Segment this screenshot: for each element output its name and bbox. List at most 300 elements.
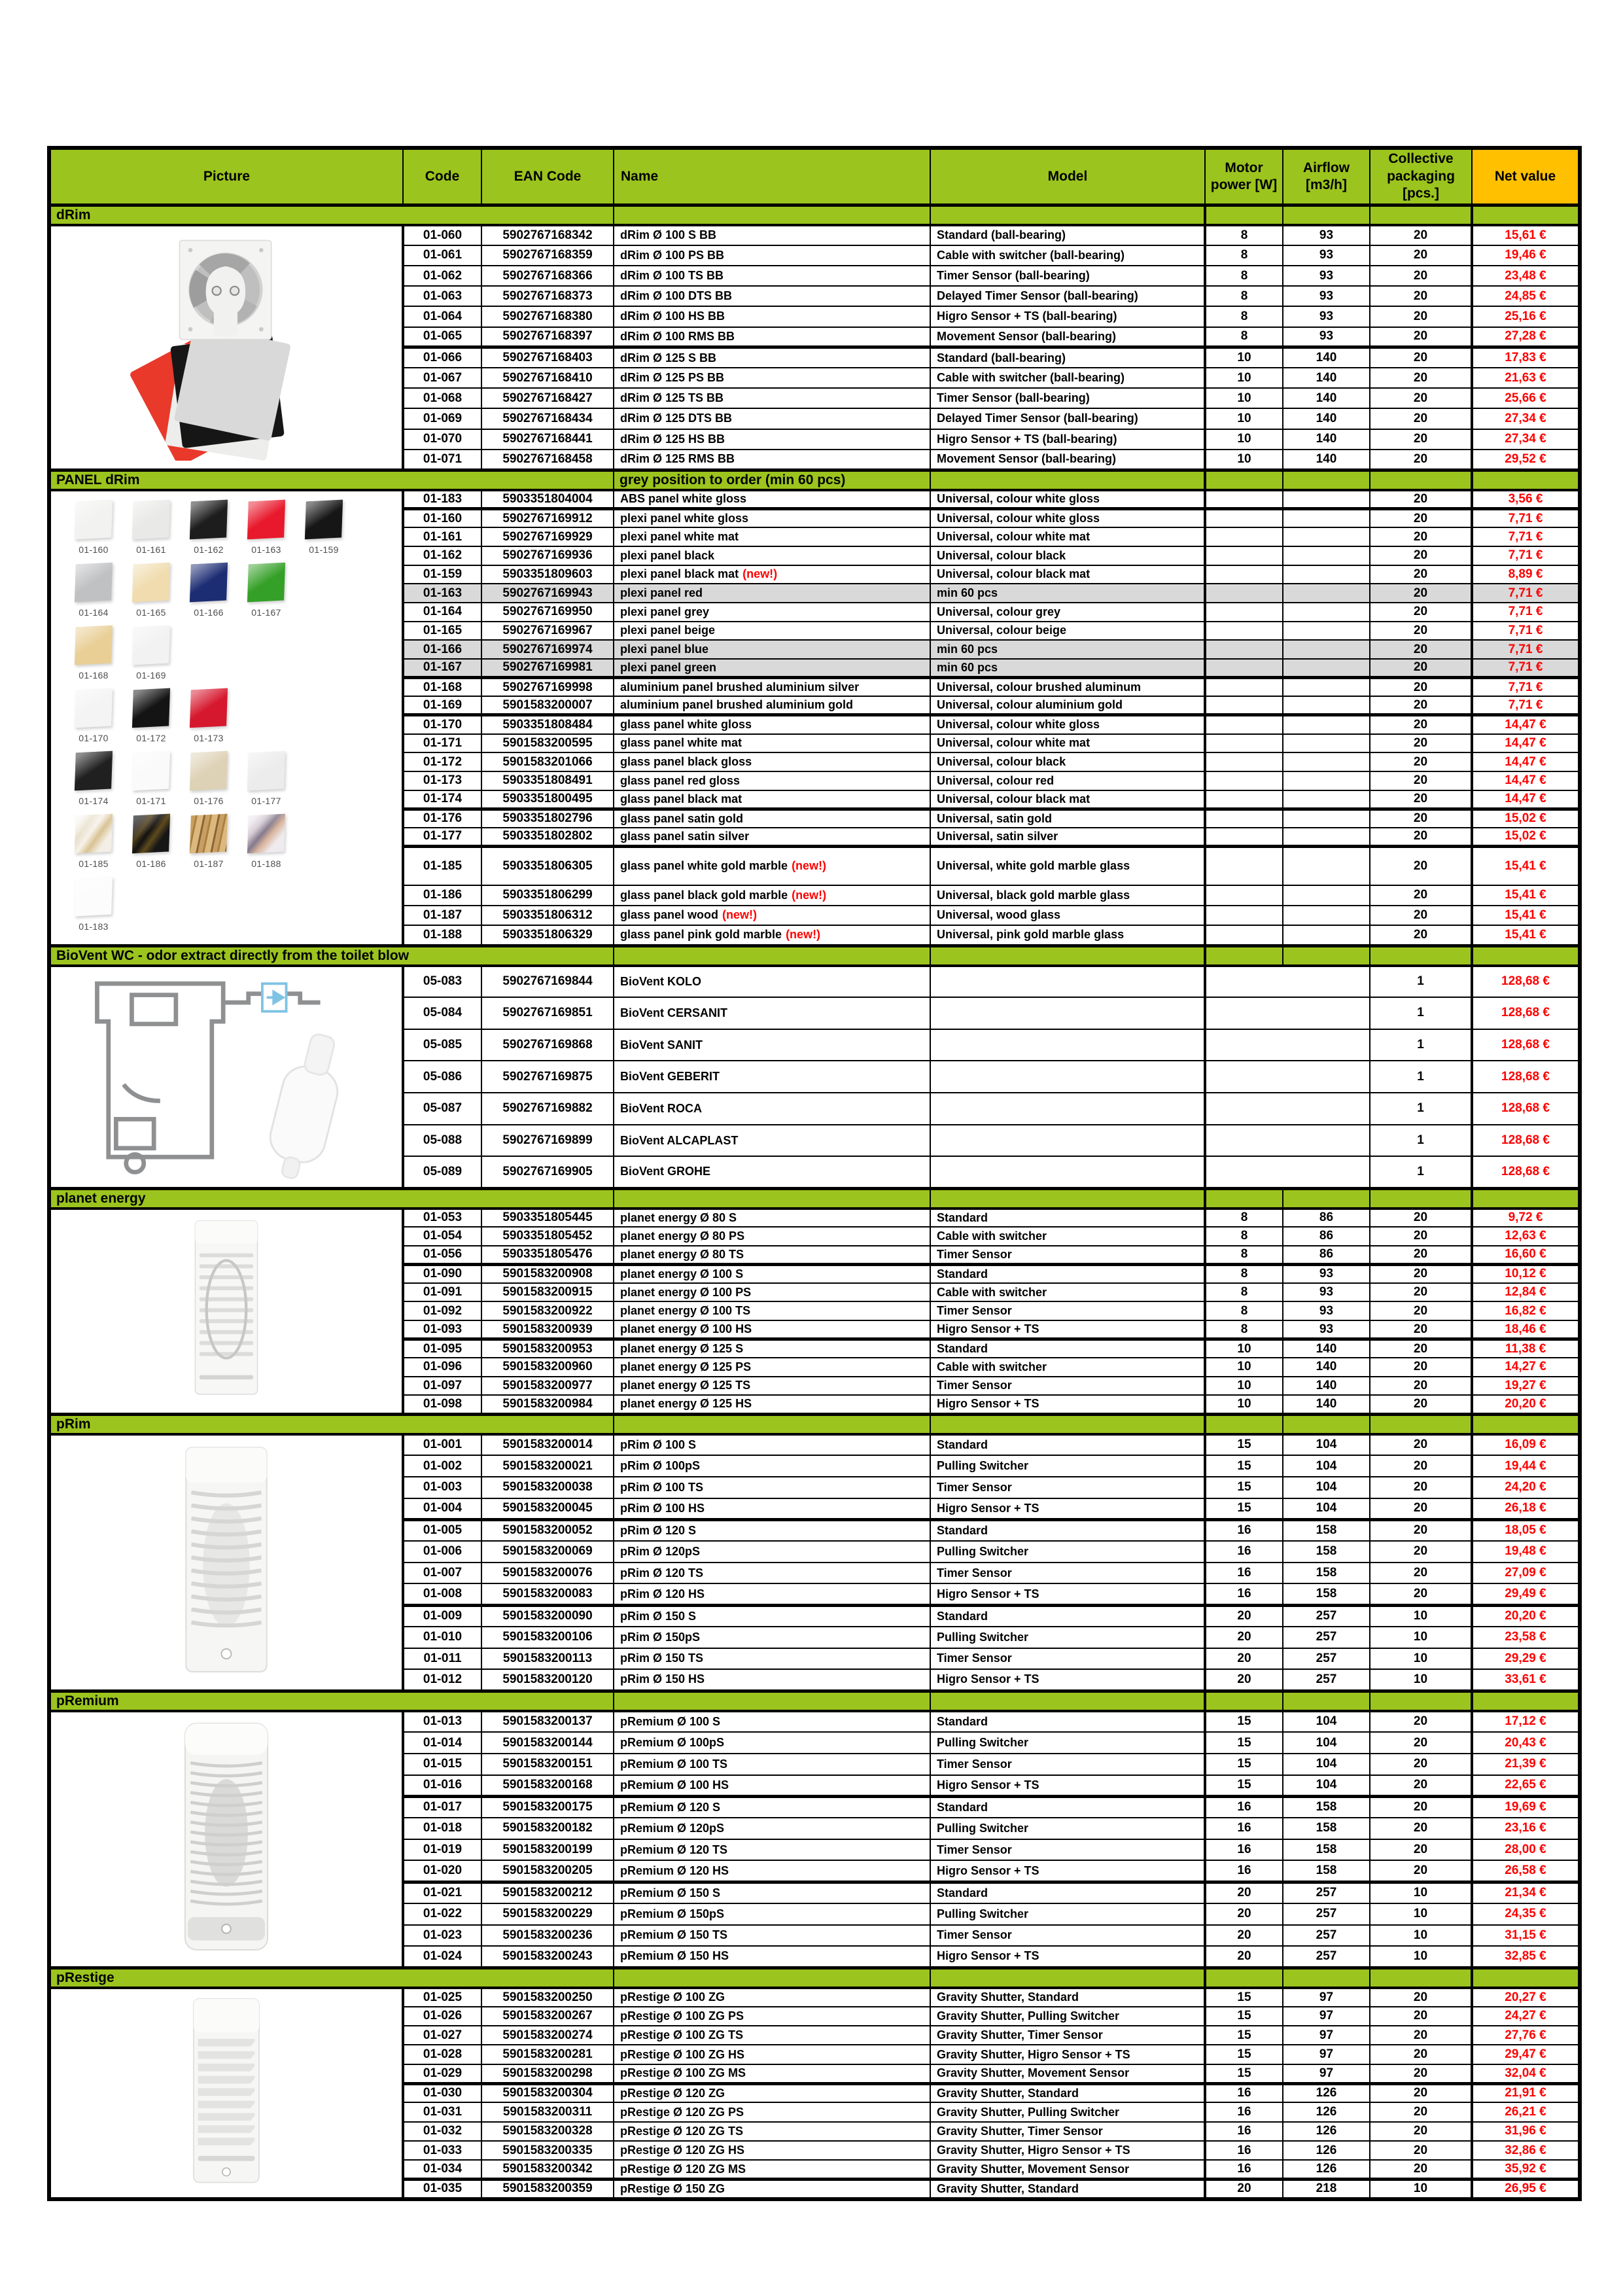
cell-name — [614, 1796, 930, 1818]
cell-airflow: 257 — [1283, 1648, 1370, 1670]
cell-model: Standard — [930, 1264, 1205, 1283]
section-title-drim: dRim — [49, 205, 614, 225]
cell-code: 01-098 — [403, 1395, 481, 1414]
cell-model: Pulling Switcher — [930, 1732, 1205, 1754]
cell-motor-power: 8 — [1205, 225, 1283, 245]
cell-motor-power: 15 — [1205, 1754, 1283, 1775]
panel-swatch-01-170 — [75, 688, 113, 728]
cell-motor-power — [1205, 565, 1283, 584]
swatch-label: 01-165 — [136, 607, 166, 618]
product-name: pRemium Ø 100 HS — [620, 1778, 729, 1792]
swatch-label: 01-168 — [79, 669, 109, 680]
cell-name — [614, 2045, 930, 2064]
cell-airflow: 126 — [1283, 2102, 1370, 2121]
swatch-item — [128, 752, 174, 806]
new-badge: (new!) — [742, 567, 778, 581]
drim-product-photo-cell — [49, 225, 403, 470]
cell-packaging: 20 — [1370, 1455, 1472, 1477]
cell-net-value: 7,71 € — [1472, 584, 1580, 603]
cell-packaging: 20 — [1370, 1301, 1472, 1320]
cell-packaging: 10 — [1370, 1946, 1472, 1968]
cell-airflow: 86 — [1283, 1246, 1370, 1265]
cell-code: 01-159 — [403, 565, 481, 584]
cell-packaging: 20 — [1370, 388, 1472, 408]
section-note — [614, 205, 930, 225]
swatch-group — [54, 815, 399, 869]
cell-ean: 5902767168458 — [481, 450, 614, 470]
cell-model: Timer Sensor (ball-bearing) — [930, 266, 1205, 286]
swatch-label: 01-162 — [194, 544, 224, 555]
panel-swatch-01-161 — [132, 499, 170, 539]
swatch-label: 01-172 — [136, 732, 166, 743]
section-title-premium: pRemium — [49, 1691, 614, 1711]
cell-net-value: 15,41 € — [1472, 925, 1580, 945]
cell-model: Gravity Shutter, Higro Sensor + TS — [930, 2141, 1205, 2160]
product-name: glass panel black gloss — [620, 755, 752, 769]
column-header-ean: EAN Code — [481, 148, 614, 205]
cell-model: Universal, colour white mat — [930, 734, 1205, 753]
cell-airflow: 104 — [1283, 1754, 1370, 1775]
cell-packaging: 20 — [1370, 603, 1472, 622]
cell-packaging: 20 — [1370, 1283, 1472, 1302]
cell-motor-power: 8 — [1205, 1209, 1283, 1227]
product-name: pRim Ø 150 TS — [620, 1651, 704, 1665]
cell-airflow — [1283, 925, 1370, 945]
section-cell — [1472, 1188, 1580, 1209]
cell-net-value: 16,60 € — [1472, 1246, 1580, 1265]
cell-net-value: 15,61 € — [1472, 225, 1580, 245]
product-name: dRim Ø 125 RMS BB — [620, 452, 735, 466]
product-name: glass panel wood — [620, 908, 719, 922]
cell-airflow: 104 — [1283, 1498, 1370, 1520]
cell-motor-power — [1205, 925, 1283, 945]
cell-packaging: 20 — [1370, 734, 1472, 753]
cell-code: 01-092 — [403, 1301, 481, 1320]
table-row-01-025 — [49, 1988, 1580, 2007]
cell-model: Universal, white gold marble glass — [930, 846, 1205, 885]
cell-airflow — [1283, 527, 1370, 546]
cell-code: 01-016 — [403, 1775, 481, 1797]
planet-energy-fan-photo — [128, 1214, 324, 1405]
cell-code: 01-003 — [403, 1477, 481, 1498]
cell-model: Higro Sensor + TS — [930, 1498, 1205, 1520]
cell-ean: 5901583201066 — [481, 752, 614, 771]
cell-airflow: 158 — [1283, 1839, 1370, 1861]
cell-ean: 5901583200281 — [481, 2045, 614, 2064]
product-name: pRestige Ø 150 ZG — [620, 2181, 725, 2195]
cell-name — [614, 225, 930, 245]
cell-ean: 5901583200250 — [481, 1988, 614, 2007]
cell-code: 01-021 — [403, 1882, 481, 1903]
cell-motor-power: 16 — [1205, 1583, 1283, 1605]
cell-packaging: 20 — [1370, 1839, 1472, 1861]
cell-net-value: 24,85 € — [1472, 286, 1580, 306]
cell-net-value: 3,56 € — [1472, 490, 1580, 509]
cell-ean: 5901583200182 — [481, 1818, 614, 1839]
cell-model: Pulling Switcher — [930, 1627, 1205, 1648]
cell-net-value: 25,66 € — [1472, 388, 1580, 408]
cell-name — [614, 678, 930, 697]
new-badge: (new!) — [722, 908, 758, 922]
cell-packaging: 20 — [1370, 1209, 1472, 1227]
cell-code: 01-031 — [403, 2102, 481, 2121]
cell-name — [614, 306, 930, 327]
cell-packaging: 1 — [1370, 1156, 1472, 1188]
panel-swatch-01-176 — [190, 751, 228, 790]
cell-ean: 5901583200076 — [481, 1563, 614, 1584]
product-name: dRim Ø 100 DTS BB — [620, 289, 733, 303]
cell-motor-power: 16 — [1205, 1519, 1283, 1541]
cell-airflow: 140 — [1283, 408, 1370, 429]
cell-ean: 5901583200038 — [481, 1477, 614, 1498]
product-name: pRestige Ø 120 ZG HS — [620, 2144, 745, 2157]
section-title-biovent-wc-odor-extract-directly-from-the-toilet-blow: BioVent WC - odor extract directly from the toilet blow — [49, 945, 614, 966]
cell-model: Pulling Switcher — [930, 1818, 1205, 1839]
cell-model: Timer Sensor — [930, 1648, 1205, 1670]
cell-name — [614, 1754, 930, 1775]
swatch-item — [243, 752, 289, 806]
cell-ean: 5902767169912 — [481, 509, 614, 528]
cell-code: 01-188 — [403, 925, 481, 945]
cell-packaging: 10 — [1370, 1882, 1472, 1903]
cell-ean: 5901583200229 — [481, 1903, 614, 1925]
cell-name — [614, 603, 930, 622]
cell-code: 01-056 — [403, 1246, 481, 1265]
swatch-label: 01-176 — [194, 795, 224, 806]
cell-ean: 5901583200083 — [481, 1583, 614, 1605]
product-name: plexi panel blue — [620, 643, 709, 656]
section-cell — [1370, 945, 1472, 966]
cell-code: 01-071 — [403, 450, 481, 470]
cell-code: 01-018 — [403, 1818, 481, 1839]
cell-net-value: 26,58 € — [1472, 1860, 1580, 1882]
cell-motor-power: 16 — [1205, 1839, 1283, 1861]
cell-ean: 5902767169899 — [481, 1125, 614, 1157]
cell-ean: 5902767169868 — [481, 1029, 614, 1061]
cell-airflow: 104 — [1283, 1711, 1370, 1733]
section-cell — [1472, 1968, 1580, 1988]
cell-code: 01-053 — [403, 1209, 481, 1227]
cell-model — [930, 1156, 1205, 1188]
cell-ean: 5903351800495 — [481, 790, 614, 809]
biovent-installation-diagram — [76, 971, 377, 1179]
cell-ean: 5902767169998 — [481, 678, 614, 697]
cell-name — [614, 388, 930, 408]
cell-model: Standard — [930, 1434, 1205, 1456]
cell-motor-power: 16 — [1205, 1860, 1283, 1882]
cell-net-value: 19,44 € — [1472, 1455, 1580, 1477]
product-name: BioVent GEBERIT — [620, 1070, 720, 1084]
cell-airflow: 158 — [1283, 1541, 1370, 1563]
cell-airflow — [1283, 906, 1370, 926]
section-title-prim: pRim — [49, 1414, 614, 1434]
cell-model: Higro Sensor + TS (ball-bearing) — [930, 306, 1205, 327]
cell-motor-airflow — [1205, 1029, 1370, 1061]
cell-ean: 5901583200335 — [481, 2141, 614, 2160]
cell-packaging: 20 — [1370, 1477, 1472, 1498]
swatch-group — [54, 626, 399, 680]
swatch-group — [54, 689, 399, 743]
cell-code: 01-068 — [403, 388, 481, 408]
product-name: BioVent SANIT — [620, 1038, 703, 1051]
cell-name — [614, 1818, 930, 1839]
product-name: pRestige Ø 100 ZG TS — [620, 2028, 744, 2042]
column-header-airflow: Airflow [m3/h] — [1283, 148, 1370, 205]
cell-packaging: 20 — [1370, 1563, 1472, 1584]
swatch-item — [243, 501, 289, 555]
section-cell — [1472, 945, 1580, 966]
cell-packaging: 20 — [1370, 546, 1472, 565]
cell-packaging: 20 — [1370, 1988, 1472, 2007]
cell-model: Gravity Shutter, Higro Sensor + TS — [930, 2045, 1205, 2064]
cell-code: 01-033 — [403, 2141, 481, 2160]
cell-code: 01-020 — [403, 1860, 481, 1882]
cell-name — [614, 266, 930, 286]
cell-model: Universal, colour aluminium gold — [930, 696, 1205, 715]
cell-net-value: 19,46 € — [1472, 245, 1580, 266]
cell-airflow — [1283, 622, 1370, 641]
cell-net-value: 21,34 € — [1472, 1882, 1580, 1903]
cell-ean: 5901583200274 — [481, 2026, 614, 2045]
cell-name — [614, 734, 930, 753]
cell-name — [614, 809, 930, 828]
cell-ean: 5902767168427 — [481, 388, 614, 408]
cell-airflow: 126 — [1283, 2141, 1370, 2160]
cell-model: Gravity Shutter, Standard — [930, 2180, 1205, 2199]
cell-airflow: 140 — [1283, 368, 1370, 388]
cell-model: Standard (ball-bearing) — [930, 347, 1205, 368]
cell-packaging: 1 — [1370, 1125, 1472, 1157]
cell-packaging: 20 — [1370, 1339, 1472, 1358]
cell-airflow: 93 — [1283, 1320, 1370, 1339]
cell-ean: 5903351806305 — [481, 846, 614, 885]
panel-swatch-01-188 — [247, 813, 285, 853]
cell-motor-power — [1205, 771, 1283, 790]
product-name: pRemium Ø 100 S — [620, 1714, 721, 1728]
cell-packaging: 20 — [1370, 1246, 1472, 1265]
cell-code: 01-011 — [403, 1648, 481, 1670]
cell-code: 01-030 — [403, 2083, 481, 2102]
table-row-01-013 — [49, 1711, 1580, 1733]
cell-ean: 5901583200328 — [481, 2122, 614, 2141]
cell-ean: 5901583200267 — [481, 2007, 614, 2026]
new-badge: (new!) — [792, 888, 827, 902]
cell-packaging: 20 — [1370, 565, 1472, 584]
cell-net-value: 128,68 € — [1472, 1061, 1580, 1093]
product-name: aluminium panel brushed aluminium gold — [620, 698, 854, 712]
section-cell — [930, 945, 1205, 966]
cell-code: 01-032 — [403, 2122, 481, 2141]
product-name: planet energy Ø 80 S — [620, 1210, 737, 1224]
cell-net-value: 19,48 € — [1472, 1541, 1580, 1563]
cell-ean: 5902767168403 — [481, 347, 614, 368]
product-name: pRestige Ø 120 ZG — [620, 2086, 725, 2100]
cell-ean: 5903351805476 — [481, 1246, 614, 1265]
cell-airflow: 97 — [1283, 2045, 1370, 2064]
cell-model: Timer Sensor — [930, 1839, 1205, 1861]
cell-motor-power — [1205, 678, 1283, 697]
cell-model: Higro Sensor + TS — [930, 1320, 1205, 1339]
product-name: BioVent CERSANIT — [620, 1006, 728, 1019]
cell-name — [614, 1860, 930, 1882]
cell-net-value: 7,71 € — [1472, 603, 1580, 622]
cell-name — [614, 1320, 930, 1339]
cell-motor-power — [1205, 790, 1283, 809]
cell-ean: 5901583200311 — [481, 2102, 614, 2121]
cell-ean: 5902767169844 — [481, 966, 614, 998]
cell-ean: 5901583200120 — [481, 1669, 614, 1691]
table-row-01-060 — [49, 225, 1580, 245]
cell-motor-power: 15 — [1205, 1498, 1283, 1520]
swatch-item — [128, 626, 174, 680]
cell-code: 05-083 — [403, 966, 481, 998]
panel-swatch-01-183 — [75, 876, 113, 916]
cell-motor-power — [1205, 603, 1283, 622]
cell-name — [614, 2102, 930, 2121]
product-name: planet energy Ø 100 S — [620, 1267, 744, 1280]
panel-swatch-01-174 — [75, 751, 113, 790]
cell-ean: 5902767169905 — [481, 1156, 614, 1188]
swatch-label: 01-183 — [79, 921, 109, 932]
panel-swatch-01-169 — [132, 625, 170, 665]
cell-packaging: 20 — [1370, 2102, 1472, 2121]
cell-model: Gravity Shutter, Movement Sensor — [930, 2064, 1205, 2083]
cell-net-value: 15,41 € — [1472, 906, 1580, 926]
product-name: pRim Ø 120 TS — [620, 1566, 704, 1580]
cell-name — [614, 584, 930, 603]
cell-packaging: 20 — [1370, 266, 1472, 286]
cell-net-value: 27,34 € — [1472, 429, 1580, 450]
cell-ean: 5902767168366 — [481, 266, 614, 286]
cell-airflow — [1283, 678, 1370, 697]
cell-name — [614, 2180, 930, 2199]
cell-code: 01-054 — [403, 1227, 481, 1246]
section-bar-planet-energy — [49, 1188, 1580, 1209]
section-note — [614, 945, 930, 966]
section-cell — [1283, 470, 1370, 490]
cell-model: Universal, colour black mat — [930, 790, 1205, 809]
cell-packaging: 20 — [1370, 790, 1472, 809]
cell-packaging: 20 — [1370, 1796, 1472, 1818]
cell-motor-power: 8 — [1205, 1283, 1283, 1302]
section-cell — [1283, 205, 1370, 225]
swatch-group — [54, 563, 399, 618]
table-row-05-083 — [49, 966, 1580, 998]
cell-code: 01-034 — [403, 2160, 481, 2179]
cell-ean: 5901583200069 — [481, 1541, 614, 1563]
cell-airflow: 158 — [1283, 1519, 1370, 1541]
cell-name — [614, 1839, 930, 1861]
cell-airflow — [1283, 752, 1370, 771]
swatch-group — [54, 752, 399, 806]
product-name: dRim Ø 100 PS BB — [620, 248, 725, 262]
cell-ean: 5901583200342 — [481, 2160, 614, 2179]
cell-motor-power: 16 — [1205, 1818, 1283, 1839]
cell-airflow: 140 — [1283, 1358, 1370, 1377]
cell-code: 01-063 — [403, 286, 481, 306]
cell-model: Universal, colour white gloss — [930, 490, 1205, 509]
cell-model: Timer Sensor (ball-bearing) — [930, 388, 1205, 408]
cell-ean: 5902767169882 — [481, 1093, 614, 1125]
cell-motor-power — [1205, 906, 1283, 926]
cell-net-value: 7,71 € — [1472, 696, 1580, 715]
cell-motor-power: 15 — [1205, 2026, 1283, 2045]
swatch-label: 01-174 — [79, 795, 109, 806]
cell-net-value: 14,47 € — [1472, 790, 1580, 809]
cell-name — [614, 1301, 930, 1320]
cell-packaging: 20 — [1370, 2045, 1472, 2064]
cell-packaging: 20 — [1370, 306, 1472, 327]
cell-packaging: 20 — [1370, 1711, 1472, 1733]
cell-code: 01-168 — [403, 678, 481, 697]
cell-model: Gravity Shutter, Pulling Switcher — [930, 2007, 1205, 2026]
cell-airflow: 97 — [1283, 2007, 1370, 2026]
cell-model: min 60 pcs — [930, 640, 1205, 659]
cell-net-value: 21,63 € — [1472, 368, 1580, 388]
product-name: dRim Ø 100 S BB — [620, 228, 717, 242]
cell-airflow: 158 — [1283, 1860, 1370, 1882]
cell-packaging: 1 — [1370, 1093, 1472, 1125]
cell-motor-power: 10 — [1205, 1395, 1283, 1414]
product-name: plexi panel beige — [620, 624, 716, 637]
cell-airflow: 126 — [1283, 2160, 1370, 2179]
section-cell — [1370, 205, 1472, 225]
cell-motor-power — [1205, 828, 1283, 847]
cell-net-value: 26,18 € — [1472, 1498, 1580, 1520]
cell-model: Gravity Shutter, Standard — [930, 1988, 1205, 2007]
cell-ean: 5901583200922 — [481, 1301, 614, 1320]
cell-name — [614, 1093, 930, 1125]
cell-airflow: 257 — [1283, 1903, 1370, 1925]
cell-packaging: 20 — [1370, 906, 1472, 926]
swatch-item — [71, 689, 116, 743]
cell-packaging: 20 — [1370, 327, 1472, 347]
cell-model: Cable with switcher — [930, 1227, 1205, 1246]
cell-net-value: 20,43 € — [1472, 1732, 1580, 1754]
section-bar-prim — [49, 1414, 1580, 1434]
section-cell — [1283, 1691, 1370, 1711]
cell-name — [614, 1988, 930, 2007]
cell-packaging: 20 — [1370, 2160, 1472, 2179]
cell-net-value: 14,47 € — [1472, 752, 1580, 771]
cell-airflow: 104 — [1283, 1775, 1370, 1797]
cell-code: 01-019 — [403, 1839, 481, 1861]
cell-airflow: 86 — [1283, 1227, 1370, 1246]
cell-ean: 5901583200021 — [481, 1455, 614, 1477]
product-name: planet energy Ø 100 TS — [620, 1304, 751, 1318]
cell-ean: 5902767169967 — [481, 622, 614, 641]
cell-net-value: 17,12 € — [1472, 1711, 1580, 1733]
cell-model: Cable with switcher (ball-bearing) — [930, 245, 1205, 266]
section-cell — [1370, 470, 1472, 490]
product-name: plexi panel black — [620, 548, 715, 562]
cell-net-value: 31,15 € — [1472, 1925, 1580, 1947]
product-name: pRim Ø 100 HS — [620, 1501, 705, 1515]
cell-net-value: 7,71 € — [1472, 622, 1580, 641]
cell-name — [614, 2122, 930, 2141]
new-badge: (new!) — [792, 859, 827, 873]
product-name: dRim Ø 125 S BB — [620, 351, 717, 364]
cell-ean: 5901583200359 — [481, 2180, 614, 2199]
cell-packaging: 20 — [1370, 659, 1472, 678]
product-name: pRestige Ø 120 ZG PS — [620, 2105, 744, 2119]
product-name: glass panel black gold marble — [620, 888, 788, 902]
cell-packaging: 20 — [1370, 715, 1472, 734]
cell-motor-power: 10 — [1205, 368, 1283, 388]
cell-motor-power: 15 — [1205, 1477, 1283, 1498]
product-name: pRemium Ø 150pS — [620, 1907, 725, 1920]
cell-model: Delayed Timer Sensor (ball-bearing) — [930, 408, 1205, 429]
